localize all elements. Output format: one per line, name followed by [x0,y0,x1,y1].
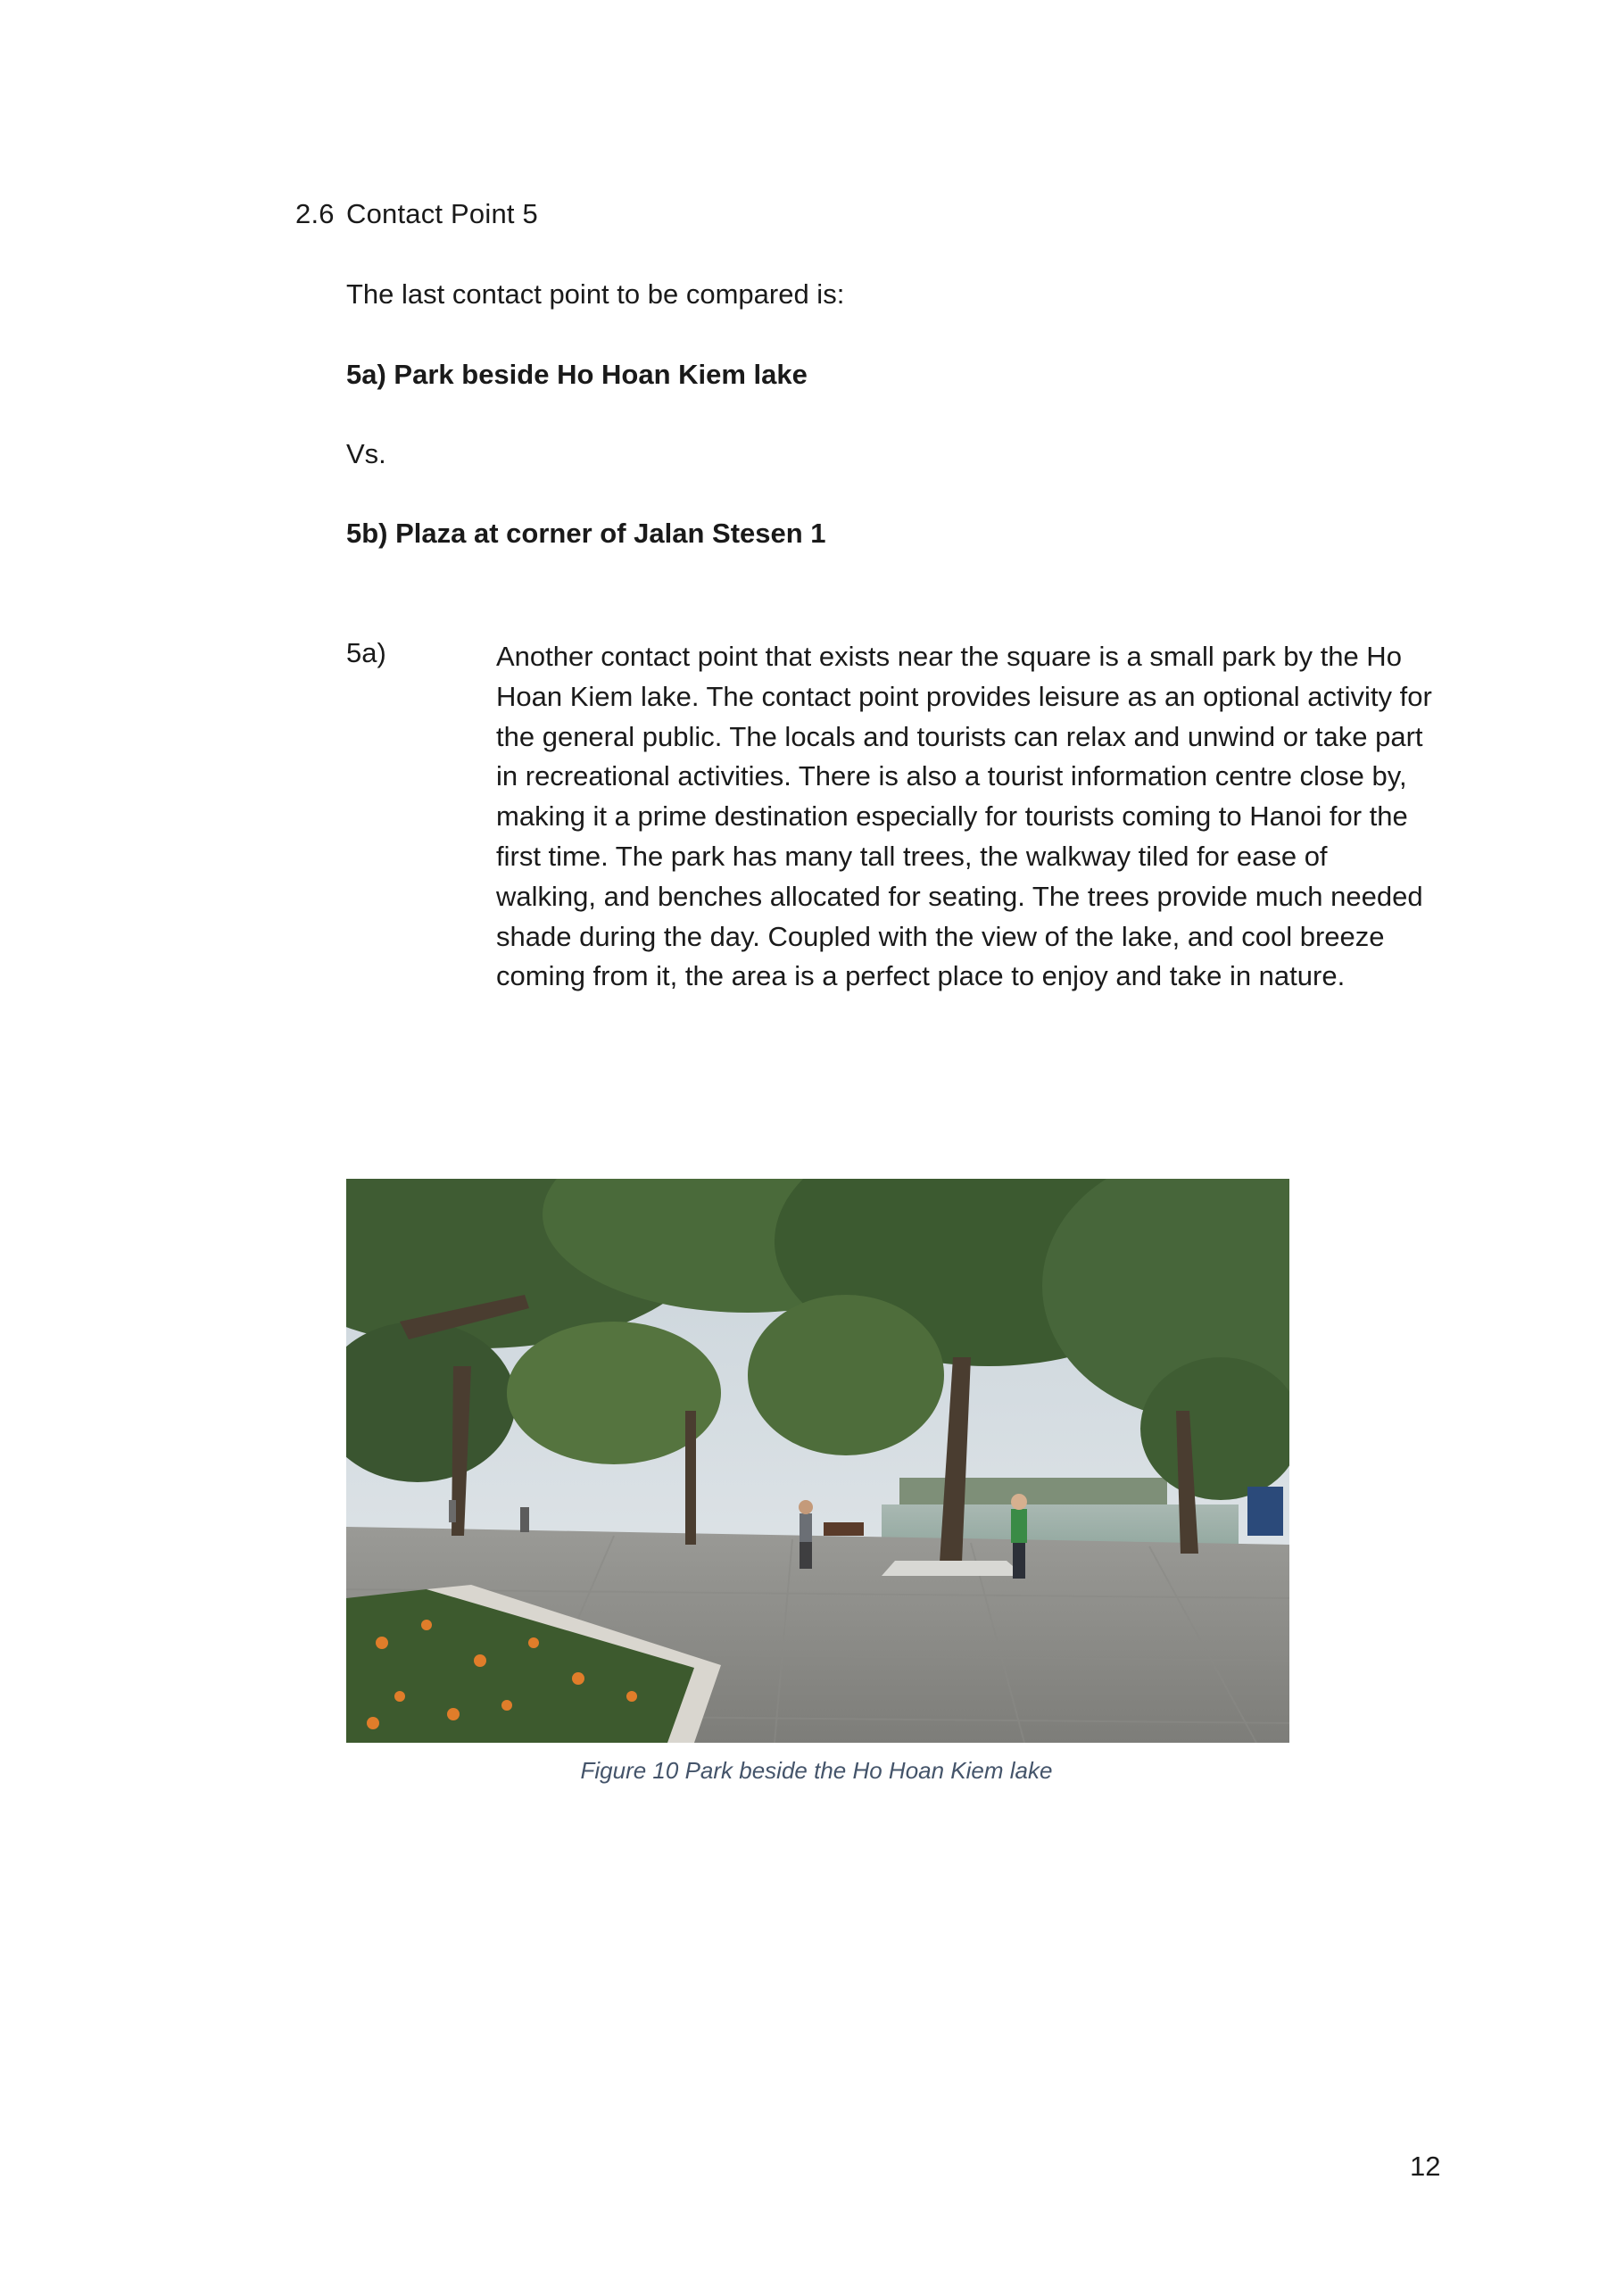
entry-label: 5a) [346,637,386,668]
park-photo-icon [346,1179,1289,1743]
figure-caption [0,1757,1624,1785]
paragraph-line: the general public. The locals and tourists can relax and unwind or take part [496,720,1423,752]
page-number: 12 [1410,2151,1441,2182]
section-heading [295,198,538,230]
option-a-heading: 5a) Park beside Ho Hoan Kiem lake [346,359,808,390]
paragraph-line: Hoan Kiem lake. The contact point provides leisure as an optional activity for [496,680,1432,712]
paragraph-line: walking, and benches allocated for seating. The trees provide much needed [496,880,1423,912]
paragraph-line: making it a prime destination especially for tourists coming to Hanoi for the [496,800,1408,833]
entry-paragraph [496,637,1451,997]
figure-caption-text: Figure 10 Park beside the Ho Hoan Kiem lake [580,1757,1053,1784]
paragraph-line: first time. The park has many tall trees, the walkway tiled for ease of [496,840,1328,872]
option-b-heading: 5b) Plaza at corner of Jalan Stesen 1 [346,518,826,549]
park-photo [346,1179,1289,1743]
section-title: Contact Point 5 [346,198,538,229]
paragraph-line: coming from it, the area is a perfect place to enjoy and take in nature. [496,960,1346,992]
versus-text: Vs. [346,438,386,469]
paragraph-line: shade during the day. Coupled with the view of the lake, and cool breeze [496,920,1385,952]
paragraph-line: Another contact point that exists near the square is a small park by the Ho [496,641,1402,672]
section-number: 2.6 [295,198,335,229]
paragraph-line: in recreational activities. There is also a tourist information centre close by, [496,760,1407,792]
intro-text: The last contact point to be compared is: [346,278,845,310]
